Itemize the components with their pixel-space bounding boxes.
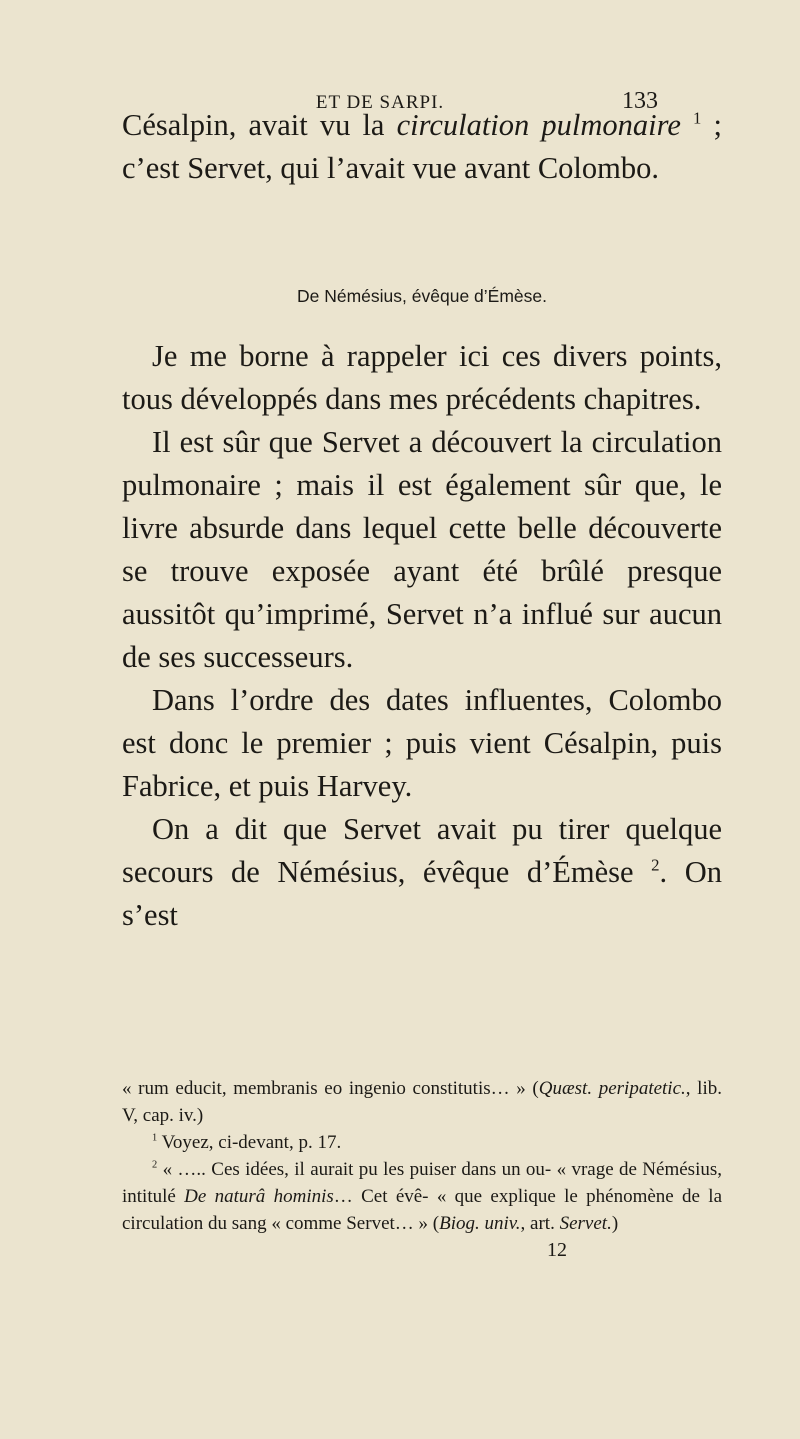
italic-citation: Servet. <box>559 1213 612 1234</box>
text-span: « rum educit, membranis eo ingenio constitutis… » ( <box>122 1078 539 1099</box>
text-span: , lib. V, cap. iv.) <box>122 1078 722 1126</box>
italic-citation: Quæst. peripatetic. <box>538 1078 686 1099</box>
paragraph <box>122 808 722 937</box>
text-span: Voyez, ci-devant, p. 17. <box>157 1132 342 1153</box>
footnote-1 <box>122 1129 722 1156</box>
top-paragraph <box>122 104 722 190</box>
text-span: « ….. Ces idées, il aurait pu les puiser dans un ou- « vrage de Némésius, intitulé <box>122 1159 722 1207</box>
main-text <box>122 335 722 937</box>
signature-mark: 12 <box>547 1239 567 1261</box>
footnote-marker: 2 <box>152 1159 158 1171</box>
text-span: . On s’est <box>122 855 722 932</box>
italic-citation: Biog. univ. <box>439 1213 521 1234</box>
text-span: ; c’est Servet, qui l’avait vue avant Colombo. <box>122 108 722 185</box>
text-span: ) <box>611 1213 619 1234</box>
text-span: On a dit que Servet avait pu tirer quelque secours de Némésius, évêque d’Émèse <box>122 812 722 889</box>
footnote-2 <box>122 1156 722 1237</box>
running-head: ET DE SARPI. <box>315 92 445 113</box>
footnote-marker: 1 <box>152 1132 158 1144</box>
note-reference: 1 <box>693 108 702 128</box>
section-heading: De Némésius, évêque d’Émèse. <box>297 286 547 306</box>
paragraph: Je me borne à rappeler ici ces divers points, tous développés dans mes précédents chapitres. <box>122 339 722 416</box>
paragraph: Il est sûr que Servet a découvert la circulation pulmonaire ; mais il est également sûr que, le livre absurde dans lequel cette belle découverte se trouve exposée ayant été brûlé presque aussitôt qu’imprimé, Servet n’a influé sur aucun de ses successeurs. <box>122 425 722 674</box>
text-span: … Cet évê- « que explique le phénomène de la circulation du sang « comme Servet… » ( <box>122 1186 723 1234</box>
paragraph: Dans l’ordre des dates influentes, Colombo est donc le premier ; puis vient Césalpin, puis Fabrice, et puis Harvey. <box>122 683 722 803</box>
footnotes <box>122 1075 722 1237</box>
text-span: Césalpin, avait vu la <box>122 108 397 142</box>
italic-title: De naturâ hominis <box>184 1186 334 1207</box>
page-number: 133 <box>622 88 658 114</box>
text-span: , art. <box>520 1213 560 1234</box>
footnote-continuation <box>122 1075 722 1129</box>
italic-term: circulation pulmonaire <box>396 108 681 142</box>
note-reference: 2 <box>651 855 660 875</box>
